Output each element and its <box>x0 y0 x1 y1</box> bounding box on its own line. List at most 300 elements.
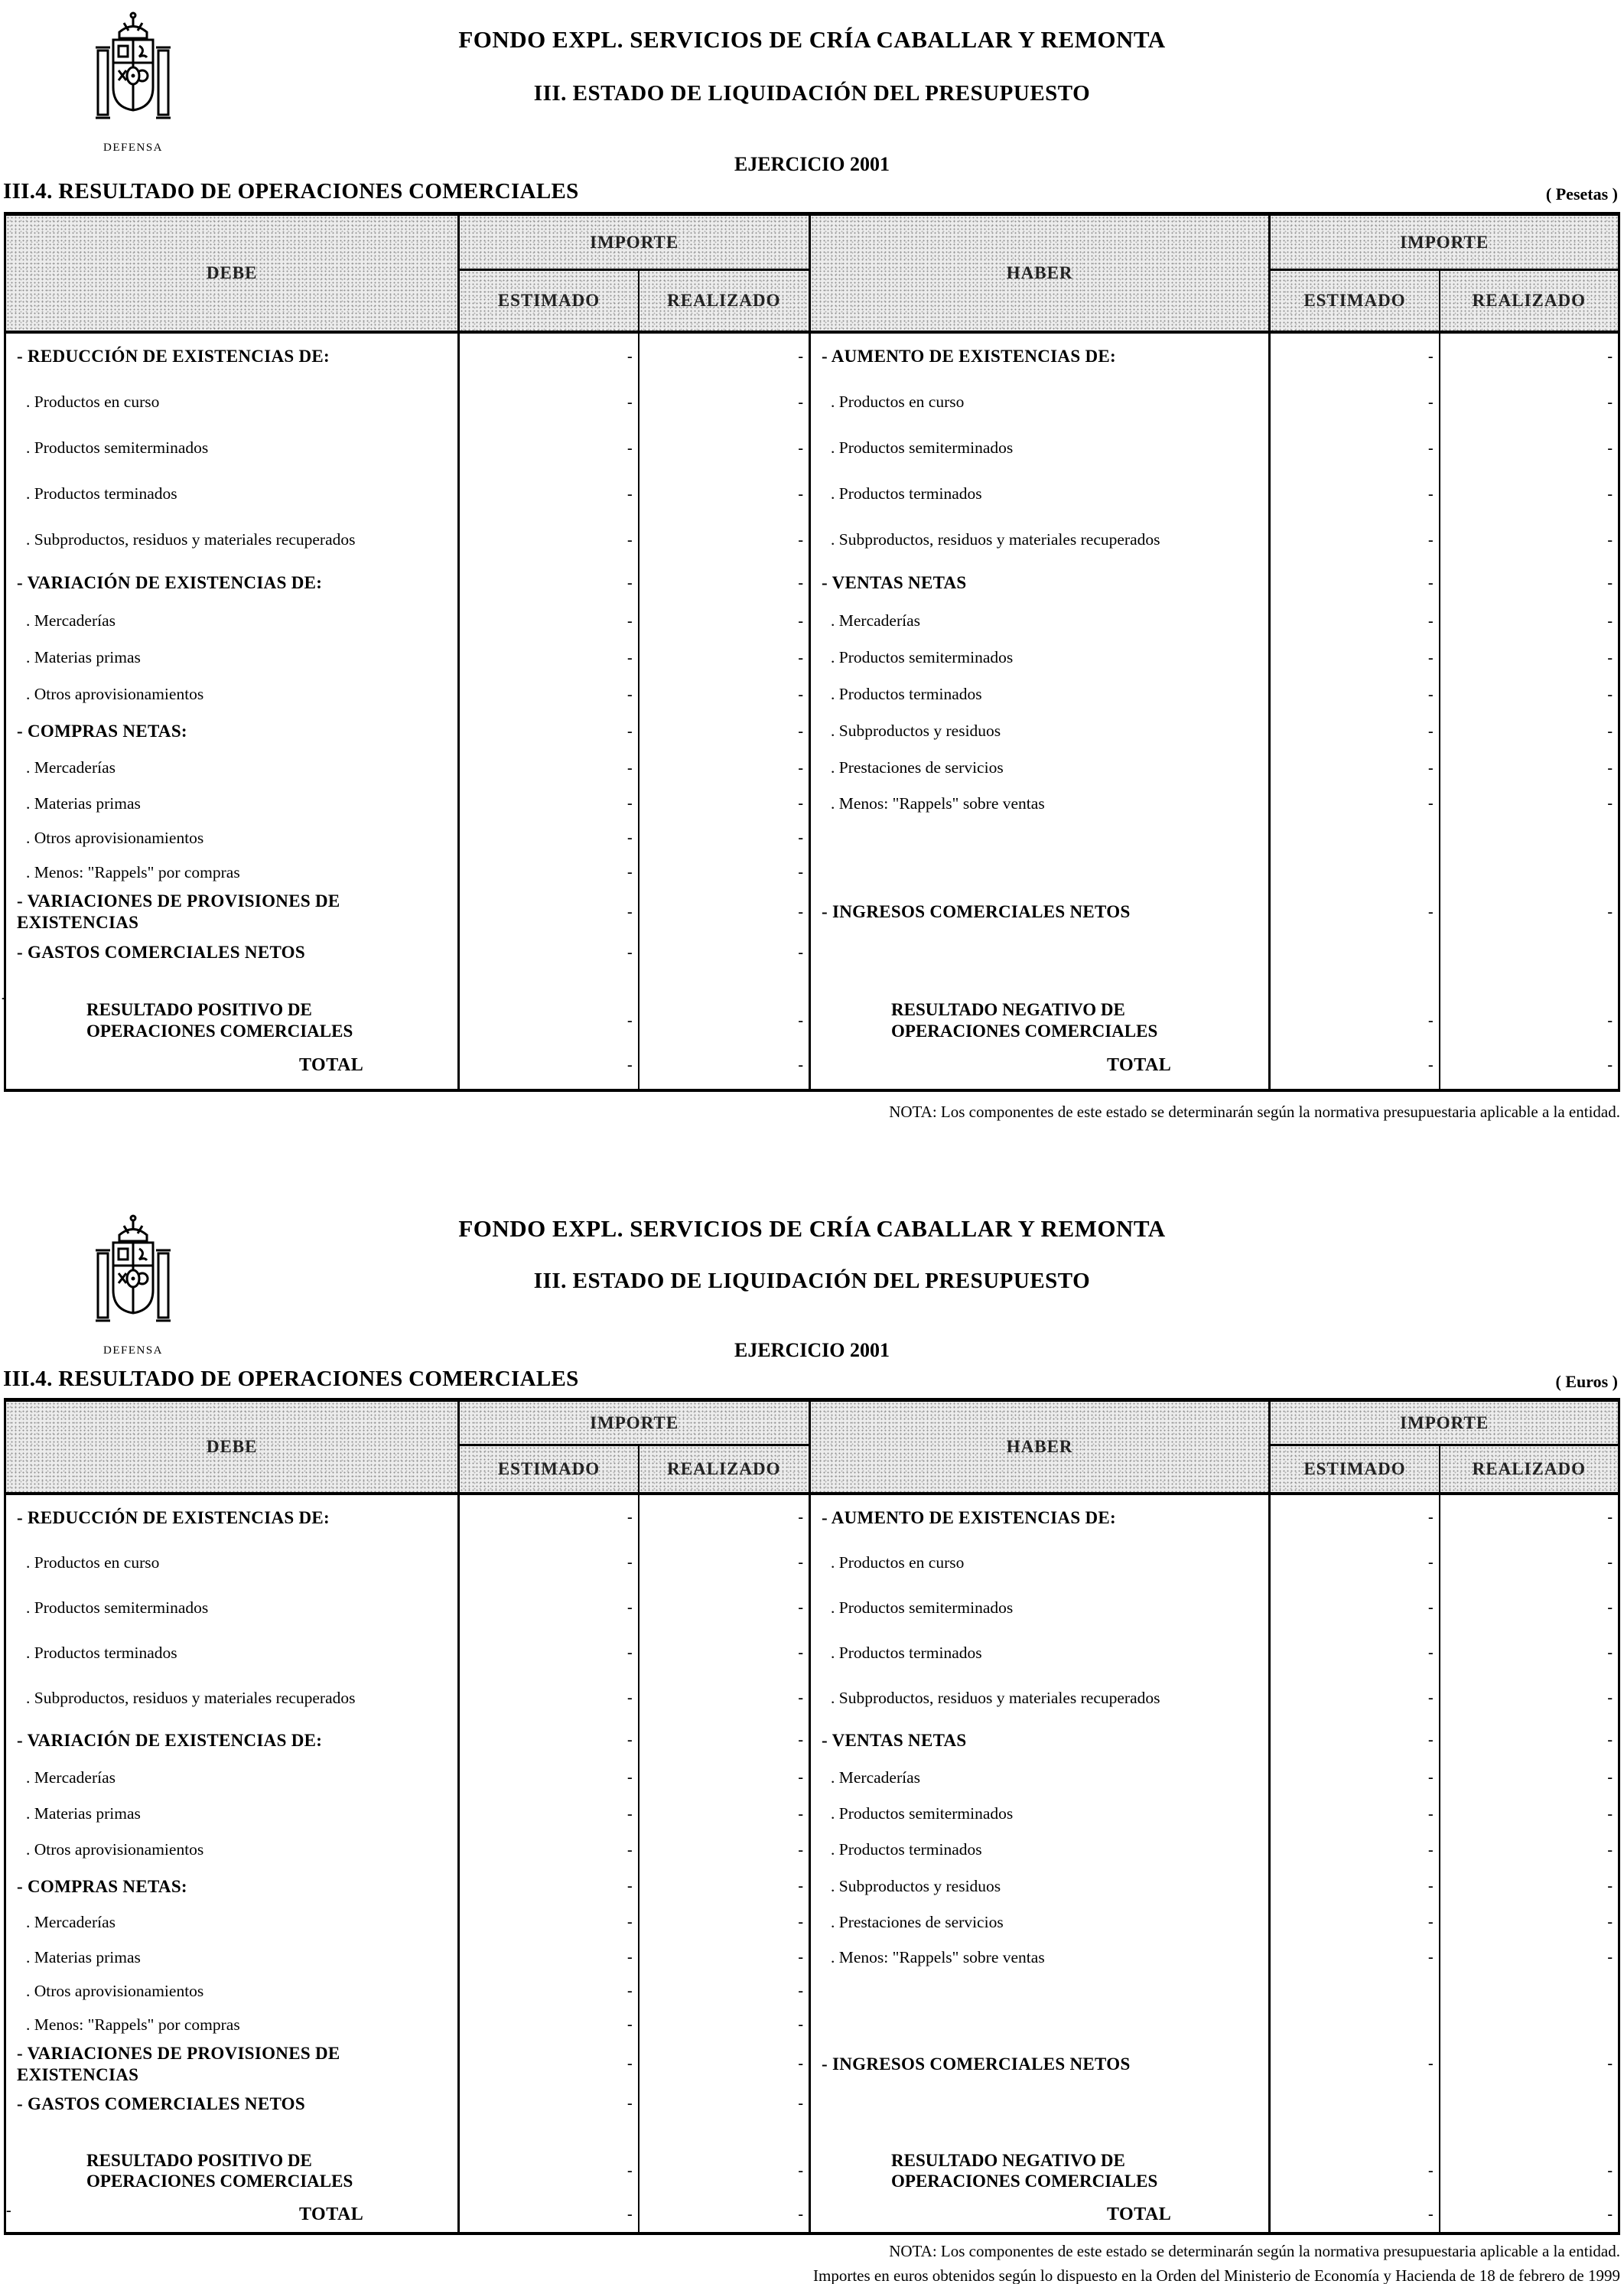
debe-realizado <box>640 787 811 821</box>
table-body <box>6 334 1618 1089</box>
debe-estimado <box>460 2009 639 2042</box>
currency-label: ( Pesetas ) <box>1545 184 1618 204</box>
debe-label-text: . Subproductos, residuos y materiales recuperados <box>26 1688 356 1707</box>
debe-estimado-text: - <box>626 686 633 703</box>
haber-label <box>811 1833 1271 1869</box>
debe-label <box>6 517 460 563</box>
debe-realizado <box>640 563 811 603</box>
table-header <box>6 216 1618 334</box>
table-row <box>6 821 1618 855</box>
debe-estimado <box>460 2145 639 2198</box>
haber-realizado <box>1440 713 1618 750</box>
debe-realizado-text: - <box>798 1983 803 2000</box>
haber-estimado <box>1271 1083 1440 1089</box>
debe-realizado <box>640 1940 811 1974</box>
table-row <box>6 2086 1618 2122</box>
haber-label <box>811 425 1271 471</box>
haber-estimado <box>1271 2198 1440 2232</box>
exercise-title: EJERCICIO 2001 <box>734 1339 890 1361</box>
haber-realizado <box>1440 934 1618 971</box>
haber-label <box>811 1796 1271 1832</box>
haber-realizado <box>1440 1585 1618 1631</box>
haber-header: HABER <box>811 216 1271 331</box>
debe-estimado <box>460 713 639 750</box>
debe-label-text: . Menos: "Rappels" por compras <box>26 2015 240 2035</box>
debe-estimado <box>460 1585 639 1631</box>
table-row <box>6 1869 1618 1904</box>
debe-estimado <box>460 821 639 855</box>
haber-realizado-text: - <box>1607 1012 1613 1029</box>
haber-label <box>811 971 1271 994</box>
debe-realizado-text: - <box>798 1554 803 1572</box>
debe-estimado <box>460 1904 639 1940</box>
haber-estimado <box>1271 934 1440 971</box>
debe-estimado-text: - <box>626 1769 633 1787</box>
haber-estimado <box>1271 471 1440 517</box>
debe-realizado <box>640 380 811 425</box>
haber-realizado-text: - <box>1607 2055 1613 2073</box>
debe-realizado-text: - <box>798 829 803 846</box>
haber-realizado-text: - <box>1607 1644 1613 1662</box>
debe-label <box>6 971 460 994</box>
haber-estimado-text: - <box>1427 393 1434 411</box>
debe-realizado <box>640 1869 811 1904</box>
debe-estimado <box>460 471 639 517</box>
debe-realizado <box>640 855 811 890</box>
debe-realizado-text: - <box>798 759 803 777</box>
haber-label <box>811 2122 1271 2145</box>
haber-realizado-text: - <box>1607 1914 1613 1931</box>
debe-label <box>6 2145 460 2198</box>
debe-estimado <box>460 934 639 971</box>
debe-label-text: . Materias primas <box>26 793 141 813</box>
haber-realizado <box>1440 517 1618 563</box>
debe-realizado-text: - <box>798 1509 803 1526</box>
haber-realizado <box>1440 1495 1618 1540</box>
importe-header-left: IMPORTE <box>460 216 811 271</box>
debe-estimado <box>460 380 639 425</box>
debe-label <box>6 1904 460 1940</box>
haber-label-text: . Mercaderías <box>831 1768 920 1787</box>
debe-realizado-text: - <box>798 2055 803 2073</box>
haber-estimado <box>1271 855 1440 890</box>
statement-title: III. ESTADO DE LIQUIDACIÓN DEL PRESUPUESTO <box>533 1269 1091 1293</box>
haber-label-text: - VENTAS NETAS <box>822 573 967 593</box>
haber-realizado-text: - <box>1607 1599 1613 1617</box>
haber-estimado <box>1271 787 1440 821</box>
debe-estimado-text: - <box>626 1056 633 1074</box>
haber-estimado-text: - <box>1427 903 1434 920</box>
haber-estimado <box>1271 2086 1440 2122</box>
table-row <box>6 676 1618 713</box>
debe-realizado-text: - <box>798 1878 803 1895</box>
table-row <box>6 971 1618 994</box>
debe-estimado-text: - <box>626 1509 633 1526</box>
haber-label <box>811 1869 1271 1904</box>
debe-label-text: . Materias primas <box>26 648 141 667</box>
debe-label-text: RESULTADO POSITIVO DE OPERACIONES COMERCIALES <box>86 2150 353 2191</box>
estimado-header-right: ESTIMADO <box>1271 1446 1440 1492</box>
debe-label-text: RESULTADO POSITIVO DE OPERACIONES COMERCIALES <box>86 1000 353 1041</box>
debe-realizado <box>640 640 811 676</box>
haber-label <box>811 517 1271 563</box>
table-row <box>6 1540 1618 1585</box>
debe-estimado <box>460 855 639 890</box>
scan-artifact-dash: - <box>2 989 7 1006</box>
haber-realizado <box>1440 2198 1618 2232</box>
haber-estimado <box>1271 1796 1440 1832</box>
table-row <box>6 1796 1618 1832</box>
haber-label <box>811 750 1271 787</box>
haber-realizado <box>1440 750 1618 787</box>
debe-estimado-text: - <box>626 439 633 457</box>
haber-label <box>811 1760 1271 1796</box>
haber-realizado-text: - <box>1607 1769 1613 1787</box>
table-header <box>6 1402 1618 1495</box>
debe-estimado <box>460 1940 639 1974</box>
haber-realizado <box>1440 334 1618 380</box>
table-row <box>6 1760 1618 1796</box>
statement-title: III. ESTADO DE LIQUIDACIÓN DEL PRESUPUESTO <box>533 81 1091 106</box>
debe-realizado <box>640 821 811 855</box>
debe-estimado-text: - <box>626 829 633 846</box>
debe-realizado <box>640 1676 811 1721</box>
debe-estimado <box>460 1540 639 1585</box>
debe-estimado-text: - <box>626 531 633 549</box>
debe-label-text: . Menos: "Rappels" por compras <box>26 862 240 881</box>
debe-realizado <box>640 517 811 563</box>
haber-realizado <box>1440 563 1618 603</box>
haber-label <box>811 855 1271 890</box>
debe-estimado <box>460 750 639 787</box>
table-row <box>6 1904 1618 1940</box>
haber-realizado <box>1440 2042 1618 2086</box>
debe-realizado <box>640 934 811 971</box>
debe-estimado-text: - <box>626 2016 633 2034</box>
debe-realizado <box>640 676 811 713</box>
haber-estimado-text: - <box>1427 1012 1434 1029</box>
haber-realizado <box>1440 1904 1618 1940</box>
haber-label-text: . Prestaciones de servicios <box>831 1912 1004 1931</box>
debe-realizado-text: - <box>798 1599 803 1617</box>
debe-estimado <box>460 787 639 821</box>
haber-estimado-text: - <box>1427 485 1434 503</box>
haber-estimado-text: - <box>1427 1878 1434 1895</box>
debe-estimado <box>460 1760 639 1796</box>
realizado-header-left: REALIZADO <box>640 1446 811 1492</box>
debe-estimado-text: - <box>626 722 633 740</box>
debe-label-text: . Productos terminados <box>26 1643 177 1662</box>
debe-label-text: . Otros aprovisionamientos <box>26 685 204 704</box>
debe-label <box>6 934 460 971</box>
debe-label <box>6 471 460 517</box>
debe-estimado-text: - <box>626 347 633 365</box>
debe-label <box>6 1540 460 1585</box>
haber-realizado <box>1440 855 1618 890</box>
haber-label <box>811 380 1271 425</box>
haber-label-text: . Productos semiterminados <box>831 1598 1014 1617</box>
haber-realizado-text: - <box>1607 903 1613 920</box>
debe-estimado-text: - <box>626 1841 633 1859</box>
haber-estimado <box>1271 1975 1440 2009</box>
debe-realizado <box>640 1721 811 1760</box>
debe-realizado-text: - <box>798 612 803 630</box>
haber-realizado-text: - <box>1607 2162 1613 2179</box>
haber-realizado <box>1440 603 1618 640</box>
haber-label-text: TOTAL <box>1106 2204 1172 2224</box>
haber-label <box>811 1631 1271 1676</box>
debe-realizado-text: - <box>798 1644 803 1662</box>
haber-label-text: . Productos terminados <box>831 1840 982 1859</box>
haber-label <box>811 1048 1271 1083</box>
haber-realizado-text: - <box>1607 1732 1613 1749</box>
table-row <box>6 1975 1618 2009</box>
haber-label-text: . Productos terminados <box>831 484 982 503</box>
haber-realizado <box>1440 2145 1618 2198</box>
haber-realizado-text: - <box>1607 1878 1613 1895</box>
debe-estimado <box>460 2086 639 2122</box>
haber-label-text: . Productos en curso <box>831 393 965 412</box>
haber-realizado <box>1440 1869 1618 1904</box>
debe-label <box>6 603 460 640</box>
debe-realizado <box>640 2042 811 2086</box>
nota-line-1: NOTA: Los componentes de este estado se determinarán según la normativa presupuestaria aplicable a la entidad. <box>889 2242 1620 2260</box>
debe-label-text: . Subproductos, residuos y materiales recuperados <box>26 530 356 549</box>
haber-estimado <box>1271 713 1440 750</box>
debe-label-text: - GASTOS COMERCIALES NETOS <box>17 943 305 963</box>
haber-header: HABER <box>811 1402 1271 1492</box>
haber-estimado-text: - <box>1427 1599 1434 1617</box>
table-row <box>6 994 1618 1048</box>
haber-label-text: . Productos semiterminados <box>831 648 1014 667</box>
haber-realizado <box>1440 1940 1618 1974</box>
haber-label-text: . Productos terminados <box>831 685 982 704</box>
haber-estimado <box>1271 821 1440 855</box>
haber-realizado-text: - <box>1607 439 1613 457</box>
haber-estimado-text: - <box>1427 686 1434 703</box>
haber-label <box>811 1083 1271 1089</box>
debe-label-text: - VARIACIONES DE PROVISIONES DE EXISTENCIAS <box>17 2044 340 2084</box>
debe-estimado-text: - <box>626 795 633 812</box>
debe-realizado-text: - <box>798 943 803 961</box>
debe-estimado <box>460 1631 639 1676</box>
haber-estimado-text: - <box>1427 1056 1434 1074</box>
table-row <box>6 2009 1618 2042</box>
debe-estimado <box>460 1869 639 1904</box>
haber-realizado-text: - <box>1607 612 1613 630</box>
estimado-header-left: ESTIMADO <box>460 1446 639 1492</box>
table-row <box>6 1495 1618 1540</box>
table-row <box>6 2198 1618 2232</box>
haber-realizado <box>1440 2122 1618 2145</box>
debe-realizado-text: - <box>798 864 803 881</box>
haber-estimado <box>1271 640 1440 676</box>
haber-label <box>811 2198 1271 2232</box>
haber-estimado <box>1271 1048 1440 1083</box>
haber-label-text: - AUMENTO DE EXISTENCIAS DE: <box>822 1507 1116 1527</box>
debe-label <box>6 2009 460 2042</box>
debe-label <box>6 1676 460 1721</box>
debe-realizado-text: - <box>798 1948 803 1966</box>
haber-realizado <box>1440 890 1618 934</box>
haber-realizado-text: - <box>1607 759 1613 777</box>
haber-label-text: . Subproductos y residuos <box>831 722 1001 741</box>
section-title: III.4. RESULTADO DE OPERACIONES COMERCIALES <box>3 179 579 204</box>
debe-label <box>6 994 460 1048</box>
haber-realizado-text: - <box>1607 649 1613 666</box>
debe-label-text: . Productos semiterminados <box>26 438 209 458</box>
haber-estimado-text: - <box>1427 1509 1434 1526</box>
haber-label <box>811 1585 1271 1631</box>
debe-realizado <box>640 1904 811 1940</box>
haber-realizado-text: - <box>1607 485 1613 503</box>
debe-realizado-text: - <box>798 2205 803 2223</box>
debe-estimado <box>460 2198 639 2232</box>
debe-realizado-text: - <box>798 795 803 812</box>
debe-realizado <box>640 603 811 640</box>
debe-label <box>6 1833 460 1869</box>
currency-label: ( Euros ) <box>1555 1372 1618 1391</box>
haber-estimado-text: - <box>1427 531 1434 549</box>
table-row <box>6 563 1618 603</box>
debe-label <box>6 1721 460 1760</box>
haber-label-text: . Productos semiterminados <box>831 438 1014 458</box>
debe-realizado-text: - <box>798 649 803 666</box>
haber-label-text: RESULTADO NEGATIVO DE OPERACIONES COMERCIALES <box>891 1000 1158 1041</box>
debe-realizado-text: - <box>798 439 803 457</box>
debe-estimado-text: - <box>626 864 633 881</box>
haber-label <box>811 640 1271 676</box>
debe-realizado-text: - <box>798 1012 803 1029</box>
haber-label <box>811 1676 1271 1721</box>
debe-label-text: . Mercaderías <box>26 611 116 630</box>
haber-estimado-text: - <box>1427 759 1434 777</box>
debe-estimado-text: - <box>626 1878 633 1895</box>
haber-realizado <box>1440 2086 1618 2122</box>
haber-estimado-text: - <box>1427 574 1434 591</box>
haber-estimado <box>1271 517 1440 563</box>
section-row <box>3 1367 1621 1392</box>
debe-realizado-text: - <box>798 485 803 503</box>
debe-estimado <box>460 890 639 934</box>
debe-label-text: - VARIACIÓN DE EXISTENCIAS DE: <box>17 1730 323 1750</box>
debe-realizado <box>640 1833 811 1869</box>
haber-estimado-text: - <box>1427 1805 1434 1823</box>
haber-realizado <box>1440 994 1618 1048</box>
debe-estimado <box>460 1721 639 1760</box>
debe-label-text: - VARIACIÓN DE EXISTENCIAS DE: <box>17 573 323 593</box>
table-row <box>6 1940 1618 1974</box>
debe-label <box>6 890 460 934</box>
haber-estimado <box>1271 334 1440 380</box>
haber-label <box>811 2145 1271 2198</box>
importe-header-right: IMPORTE <box>1271 216 1618 271</box>
debe-label <box>6 563 460 603</box>
debe-estimado-text: - <box>626 649 633 666</box>
debe-label <box>6 2042 460 2086</box>
crest-caption: DEFENSA <box>103 142 163 154</box>
table-row <box>6 890 1618 934</box>
debe-estimado-text: - <box>626 2162 633 2179</box>
debe-estimado-text: - <box>626 1983 633 2000</box>
table-row <box>6 380 1618 425</box>
haber-label <box>811 1540 1271 1585</box>
haber-estimado <box>1271 676 1440 713</box>
importe-header-right: IMPORTE <box>1271 1402 1618 1446</box>
haber-label-text: . Subproductos, residuos y materiales recuperados <box>831 530 1160 549</box>
debe-label <box>6 713 460 750</box>
debe-realizado-text: - <box>798 347 803 365</box>
debe-realizado <box>640 2145 811 2198</box>
haber-realizado-text: - <box>1607 1056 1613 1074</box>
haber-estimado-text: - <box>1427 1689 1434 1707</box>
haber-label <box>811 563 1271 603</box>
haber-label-text: . Productos en curso <box>831 1553 965 1572</box>
debe-realizado <box>640 425 811 471</box>
org-title: FONDO EXPL. SERVICIOS DE CRÍA CABALLAR Y REMONTA <box>458 1215 1166 1242</box>
debe-estimado <box>460 563 639 603</box>
haber-estimado <box>1271 994 1440 1048</box>
haber-estimado-text: - <box>1427 722 1434 740</box>
debe-realizado <box>640 994 811 1048</box>
debe-label <box>6 1585 460 1631</box>
haber-realizado <box>1440 1833 1618 1869</box>
debe-label <box>6 855 460 890</box>
haber-estimado-text: - <box>1427 1841 1434 1859</box>
debe-estimado-text: - <box>626 485 633 503</box>
haber-label-text: . Prestaciones de servicios <box>831 758 1004 777</box>
debe-label-text: . Materias primas <box>26 1804 141 1823</box>
debe-realizado-text: - <box>798 2162 803 2179</box>
haber-label <box>811 2009 1271 2042</box>
org-title: FONDO EXPL. SERVICIOS DE CRÍA CABALLAR Y REMONTA <box>458 26 1166 53</box>
debe-realizado-text: - <box>798 1841 803 1859</box>
haber-label-text: - AUMENTO DE EXISTENCIAS DE: <box>822 347 1116 367</box>
debe-label <box>6 380 460 425</box>
debe-realizado <box>640 1796 811 1832</box>
haber-realizado-text: - <box>1607 1805 1613 1823</box>
haber-label-text: . Productos semiterminados <box>831 1804 1014 1823</box>
debe-realizado <box>640 971 811 994</box>
debe-estimado <box>460 334 639 380</box>
haber-estimado <box>1271 425 1440 471</box>
debe-estimado-text: - <box>626 1644 633 1662</box>
table-row <box>6 1585 1618 1631</box>
debe-realizado-text: - <box>798 686 803 703</box>
haber-estimado-text: - <box>1427 1914 1434 1931</box>
debe-realizado <box>640 750 811 787</box>
haber-estimado-text: - <box>1427 439 1434 457</box>
debe-label-text: . Productos en curso <box>26 393 160 412</box>
debe-estimado-text: - <box>626 393 633 411</box>
table-row <box>6 603 1618 640</box>
debe-label <box>6 334 460 380</box>
realizado-header-left: REALIZADO <box>640 271 811 331</box>
debe-estimado-text: - <box>626 1554 633 1572</box>
haber-estimado <box>1271 2145 1440 2198</box>
haber-estimado-text: - <box>1427 2162 1434 2179</box>
haber-realizado-text: - <box>1607 574 1613 591</box>
report-block-euros <box>0 1194 1624 2284</box>
section-title: III.4. RESULTADO DE OPERACIONES COMERCIALES <box>3 1367 579 1391</box>
haber-realizado-text: - <box>1607 347 1613 365</box>
debe-estimado-text: - <box>626 1689 633 1707</box>
debe-label <box>6 1796 460 1832</box>
debe-label-text: . Mercaderías <box>26 758 116 777</box>
debe-realizado-text: - <box>798 1732 803 1749</box>
scan-artifact-dash: - <box>6 2202 11 2219</box>
haber-label <box>811 934 1271 971</box>
